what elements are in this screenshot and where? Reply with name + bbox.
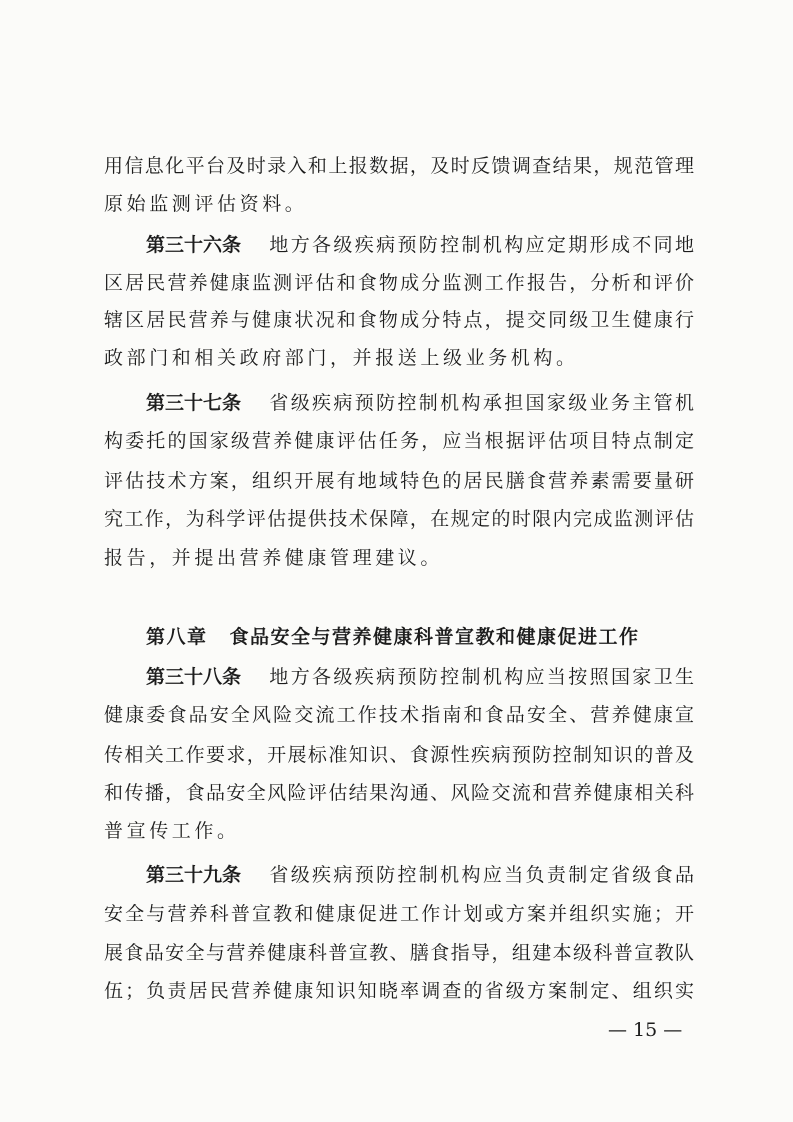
article-39-first-line [146,861,694,889]
text-line: 区居民营养健康监测评估和食物成分监测工作报告，分析和评价 [104,272,694,294]
article-label: 第三十七条 [146,392,242,414]
text-line: 省级疾病预防控制机构应当负责制定省级食品 [267,864,694,886]
text-line: 安全与营养科普宣教和健康促进工作计划或方案并组织实施；开 [104,903,694,925]
text-line: 伍；负责居民营养健康知识知晓率调查的省级方案制定、组织实 [104,980,694,1002]
text-line: 省级疾病预防控制机构承担国家级业务主管机 [267,392,694,414]
article-36-first-line [146,231,694,259]
text-line: 评估技术方案，组织开展有地域特色的居民膳食营养素需要量研 [104,470,694,492]
page-number: — 15 — [608,1019,683,1041]
article-38-first-line [146,663,694,691]
text-line: 辖区居民营养与健康状况和食物成分特点，提交同级卫生健康行 [104,309,694,331]
text-line: 原始监测评估资料。 [104,193,308,215]
text-line: 究工作，为科学评估提供技术保障，在规定的时限内完成监测评估 [104,508,694,530]
text-line: 健康委食品安全风险交流工作技术指南和食品安全、营养健康宣 [104,704,694,726]
text-line: 普宣传工作。 [104,820,240,842]
text-line: 政部门和相关政府部门，并报送上级业务机构。 [104,347,579,369]
text-line: 构委托的国家级营养健康评估任务，应当根据评估项目特点制定 [104,430,694,452]
text-line: 地方各级疾病预防控制机构应当按照国家卫生 [267,666,694,688]
text-line: 地方各级疾病预防控制机构应定期形成不同地 [267,234,694,256]
chapter-title: 食品安全与营养健康科普宣教和健康促进工作 [229,626,640,648]
text-line: 展食品安全与营养健康科普宣教、膳食指导，组建本级科普宣教队 [104,942,694,964]
article-label: 第三十六条 [146,234,242,256]
text-line: 和传播，食品安全风险评估结果沟通、风险交流和营养健康相关科 [104,782,694,804]
article-label: 第三十九条 [146,864,242,886]
article-37-first-line [146,389,694,417]
text-line: 报告，并提出营养健康管理建议。 [104,547,444,569]
chapter-heading [146,623,640,651]
article-label: 第三十八条 [146,666,242,688]
text-line: 用信息化平台及时录入和上报数据，及时反馈调查结果，规范管理 [104,155,694,177]
chapter-number: 第八章 [146,626,208,648]
text-line: 传相关工作要求，开展标准知识、食源性疾病预防控制知识的普及 [104,744,694,766]
